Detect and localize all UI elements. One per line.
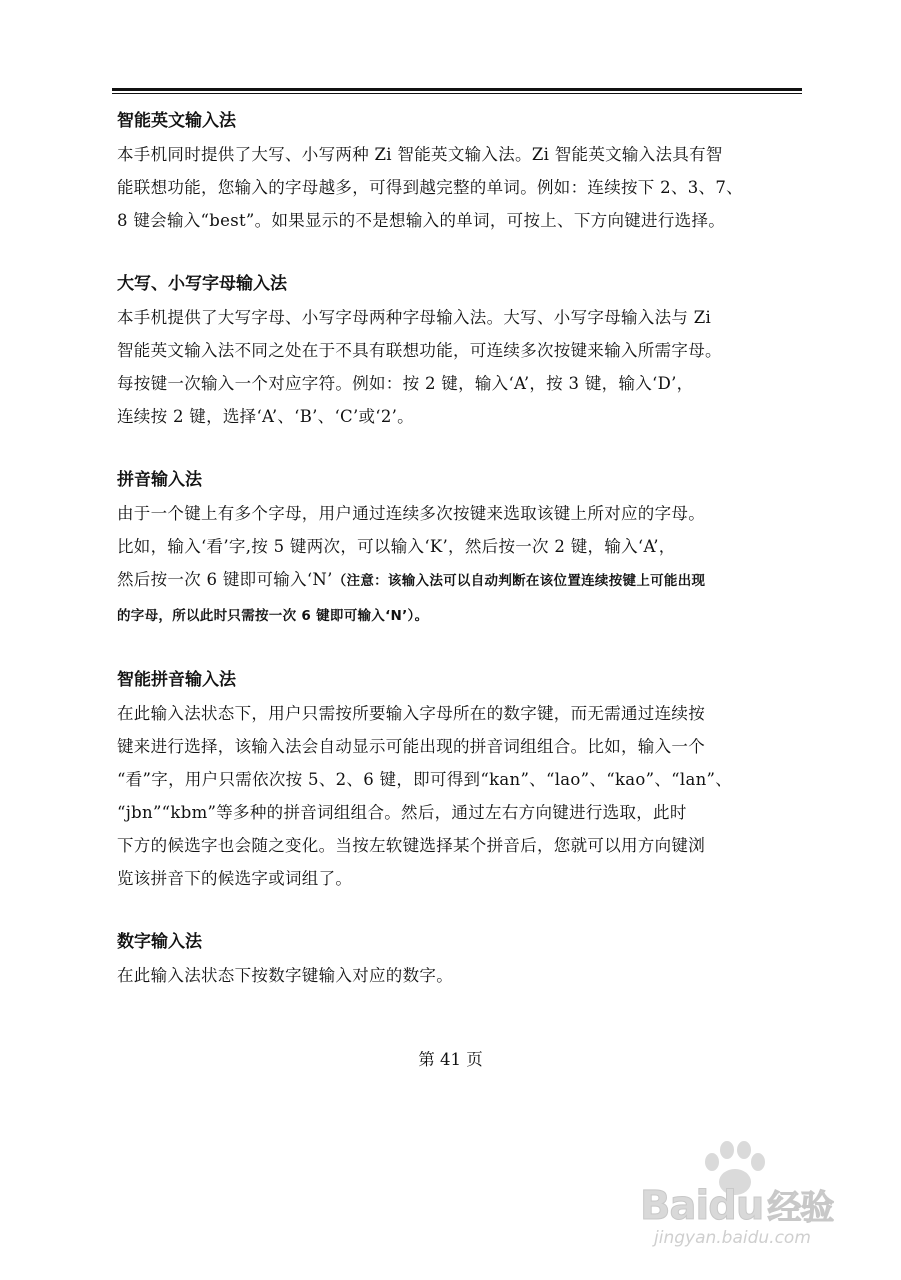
paragraph-line: 在此输入法状态下按数字键输入对应的数字。: [117, 966, 453, 985]
paragraph-text: 然后按一次 6 键即可输入‘N’: [117, 570, 333, 589]
paragraph-line: 键来进行选择，该输入法会自动显示可能出现的拼音词组组合。比如，输入一个: [117, 737, 705, 756]
paragraph-line: “看”字，用户只需依次按 5、2、6 键，即可得到“kan”、“lao”、“kao”、“lan”、: [117, 770, 733, 789]
paragraph-line: 比如，输入‘看’字,按 5 键两次，可以输入‘K’，然后按一次 2 键，输入‘A’，: [117, 537, 676, 556]
note-text: 的字母，所以此时只需按一次 6 键即可输入‘N’）。: [117, 608, 429, 624]
paragraph-line: 下方的候选字也会随之变化。当按左软键选择某个拼音后，您就可以用方向键浏: [117, 836, 705, 855]
section-heading: 大写、小写字母输入法: [117, 274, 287, 294]
paragraph-line: 8 键会输入“best”。如果显示的不是想输入的单词，可按上、下方向键进行选择。: [117, 211, 726, 230]
paragraph-line: 连续按 2 键，选择‘A’、‘B’、‘C’或‘2’。: [117, 407, 414, 426]
section-smart-english: [117, 104, 807, 237]
paragraph-line: 每按键一次输入一个对应字符。例如：按 2 键，输入‘A’，按 3 键，输入‘D’，: [117, 374, 694, 393]
section-letter-input: [117, 267, 807, 433]
baidu-jingyan-watermark: [640, 1120, 870, 1250]
header-rule-thick: [112, 88, 802, 91]
document-body: [117, 104, 807, 1022]
section-heading: 智能拼音输入法: [117, 670, 236, 690]
paragraph-line: 由于一个键上有多个字母，用户通过连续多次按键来选取该键上所对应的字母。: [117, 504, 705, 523]
paragraph-line: 智能英文输入法不同之处在于不具有联想功能，可连续多次按键来输入所需字母。: [117, 341, 722, 360]
section-heading: 拼音输入法: [117, 470, 202, 490]
watermark-cn: 经验: [767, 1188, 834, 1228]
watermark-url: jingyan.baidu.com: [654, 1228, 811, 1248]
header-rule-thin: [112, 93, 802, 94]
page-number: 第 41 页: [418, 1050, 483, 1069]
watermark-brand-du: du: [708, 1183, 764, 1229]
section-number-input: [117, 925, 807, 992]
watermark-brand: Bai: [640, 1183, 709, 1229]
paragraph-line: [117, 598, 807, 633]
section-pinyin: [117, 463, 807, 633]
section-heading: 数字输入法: [117, 932, 202, 952]
section-heading: 智能英文输入法: [117, 111, 236, 131]
section-smart-pinyin: [117, 663, 807, 895]
note-text: （注意：该输入法可以自动判断在该位置连续按键上可能出现: [332, 573, 706, 589]
paragraph-line: 能联想功能，您输入的字母越多，可得到越完整的单词。例如：连续按下 2、3、7、: [117, 178, 743, 197]
paragraph-line: 本手机提供了大写字母、小写字母两种字母输入法。大写、小写字母输入法与 Zi: [117, 308, 712, 327]
paragraph-line: 本手机同时提供了大写、小写两种 Zi 智能英文输入法。Zi 智能英文输入法具有智: [117, 145, 723, 164]
paragraph-line: “jbn”“kbm”等多种的拼音词组组合。然后，通过左右方向键进行选取，此时: [117, 803, 687, 822]
paragraph-line: [117, 563, 807, 598]
paragraph-line: 在此输入法状态下，用户只需按所要输入字母所在的数字键，而无需通过连续按: [117, 704, 705, 723]
watermark-logo: [640, 1180, 833, 1229]
paragraph-line: 览该拼音下的候选字或词组了。: [117, 869, 353, 888]
